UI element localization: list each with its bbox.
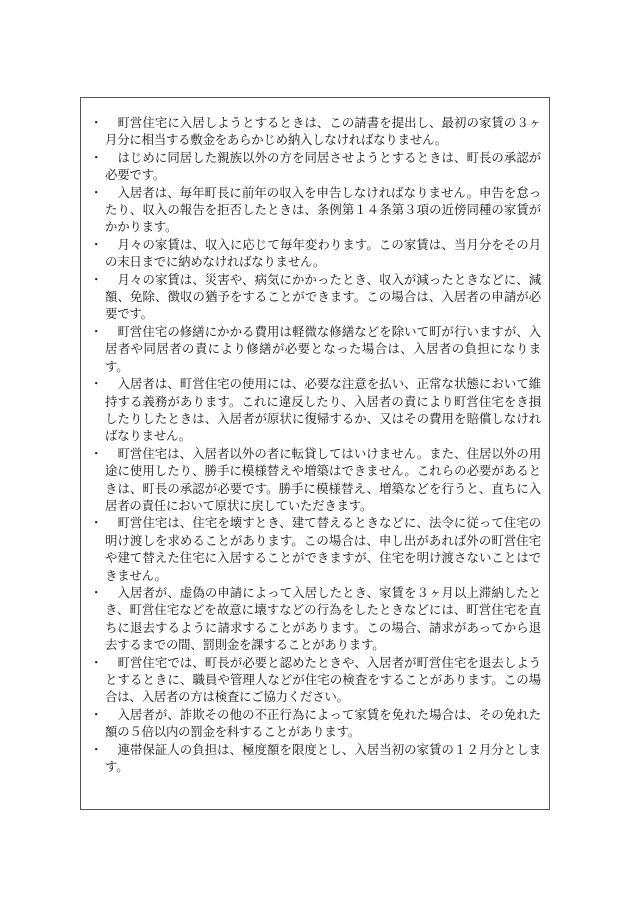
item-text: 月々の家賃は、収入に応じて毎年変わります。この家賃は、当月分をその月の末日までに納めなければなりません。 bbox=[105, 236, 541, 270]
list-item bbox=[90, 375, 541, 445]
bullet-icon: ・ bbox=[90, 115, 103, 130]
item-text: 入居者は、毎年町長に前年の収入を申告しなければなりません。申告を怠ったり、収入の報告を拒否したときは、条例第１４条第３項の近傍同種の家賃がかかります。 bbox=[105, 184, 541, 235]
bullet-icon: ・ bbox=[90, 741, 103, 757]
item-text: 入居者が、詐欺その他の不正行為によって家賃を免れた場合は、その免れた額の５倍以内の罰金を科することがあります。 bbox=[105, 706, 541, 740]
list-item bbox=[90, 514, 541, 584]
bullet-icon: ・ bbox=[90, 236, 103, 252]
list-item bbox=[90, 149, 541, 184]
bullet-icon: ・ bbox=[90, 445, 103, 461]
notice-list bbox=[90, 114, 541, 775]
notice-box bbox=[80, 97, 550, 810]
item-text: 入居者が、虚偽の申請によって入居したとき、家賃を３ヶ月以上滞納したとき、町営住宅などを故意に壊すなどの行為をしたときなどには、町営住宅を直ちに退去するように請求することがあります。この場合、請求があってから退去するまでの間、罰則金を課することがあります。 bbox=[105, 584, 541, 653]
list-item bbox=[90, 741, 541, 776]
list-item bbox=[90, 323, 541, 375]
bullet-icon: ・ bbox=[90, 654, 103, 670]
bullet-icon: ・ bbox=[90, 515, 103, 531]
bullet-icon: ・ bbox=[90, 184, 103, 200]
list-item bbox=[90, 184, 541, 236]
bullet-icon: ・ bbox=[90, 149, 103, 165]
list-item bbox=[90, 114, 541, 149]
bullet-icon: ・ bbox=[90, 376, 103, 392]
bullet-icon: ・ bbox=[90, 706, 103, 722]
item-text: 入居者は、町営住宅の使用には、必要な注意を払い、正常な状態において維持する義務があります。これに違反したり、入居者の責により町営住宅をき損したりしたときは、入居者が原状に復帰するか、又はその費用を賠償しなければなりません。 bbox=[105, 376, 541, 444]
list-item bbox=[90, 271, 541, 323]
list-item bbox=[90, 236, 541, 271]
bullet-icon: ・ bbox=[90, 271, 103, 287]
item-text: 町営住宅は、入居者以外の者に転貸してはいけません。また、住居以外の用途に使用したり、勝手に模様替えや増築はできません。これらの必要があるときは、町長の承認が必要です。勝手に模様替え、増築などを行うと、直ちに入居者の責任において原状に戻していただきます。 bbox=[105, 445, 541, 513]
item-text: 町営住宅では、町長が必要と認めたときや、入居者が町営住宅を退去しようとするときに、職員や管理人などが住宅の検査をすることがあります。この場合は、入居者の方は検査にご協力ください。 bbox=[105, 654, 541, 705]
bullet-icon: ・ bbox=[90, 323, 103, 339]
item-text: 月々の家賃は、災害や、病気にかかったとき、収入が減ったときなどに、減額、免除、徴収の猶予をすることができます。この場合は、入居者の申請が必要です。 bbox=[105, 271, 541, 322]
list-item bbox=[90, 654, 541, 706]
item-text: 町営住宅は、住宅を壊すとき、建て替えるときなどに、法令に従って住宅の明け渡しを求めることがあります。この場合は、申し出があれば外の町営住宅や建て替えた住宅に入居することができますが、住宅を明け渡さないことはできません。 bbox=[105, 515, 541, 583]
list-item bbox=[90, 584, 541, 654]
item-text: 連帯保証人の負担は、極度額を限度とし、入居当初の家賃の１２月分とします。 bbox=[105, 741, 541, 775]
item-text: はじめに同居した親族以外の方を同居させようとするときは、町長の承認が必要です。 bbox=[105, 149, 541, 183]
item-text: 町営住宅の修繕にかかる費用は軽微な修繕などを除いて町が行いますが、入居者や同居者の責により修繕が必要となった場合は、入居者の負担になります。 bbox=[105, 323, 541, 374]
item-text: 町営住宅に入居しようとするときは、この請書を提出し、最初の家賃の３ヶ月分に相当する敷金をあらかじめ納入しなければなりません。 bbox=[105, 115, 541, 148]
list-item bbox=[90, 706, 541, 741]
list-item bbox=[90, 445, 541, 515]
bullet-icon: ・ bbox=[90, 584, 103, 600]
